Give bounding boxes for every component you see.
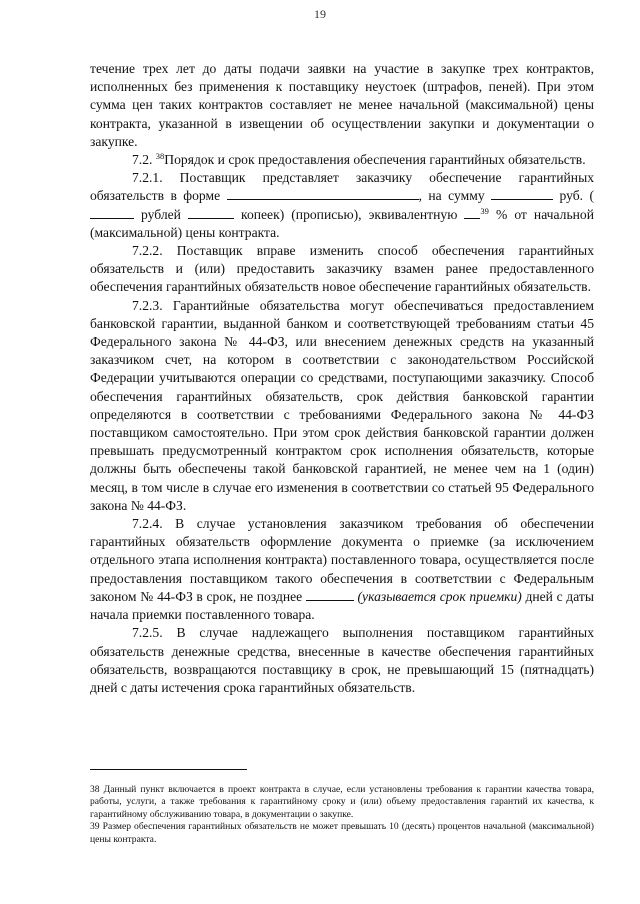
clause-text: , на сумму xyxy=(418,188,492,204)
blank-days-field xyxy=(306,589,354,601)
page-number: 19 xyxy=(314,7,326,21)
clause-heading: Порядок и срок предоставления обеспечения гарантийных обязательств. xyxy=(164,152,586,168)
clause-text: 7.2.4. В случае установления заказчиком требования об обеспечении гарантийных обязательств оформление документа о приемке (за исключением отдельного этапа исполнения контракта) поставленного товара, осуществляется после предоставления поставщиком такого обеспечения в соответствии с Федеральным законом № 44-ФЗ в срок, не позднее xyxy=(90,516,594,604)
blank-kopecks-field xyxy=(188,207,234,219)
clause-text: % от начальной (максимальной) цены контракта. xyxy=(90,206,594,240)
footnote-separator xyxy=(90,769,247,770)
footnotes xyxy=(90,784,594,846)
document-body xyxy=(90,60,594,697)
clause-text: 7.2.1. Поставщик представляет заказчику обеспечение гарантийных обязательств в форме xyxy=(90,170,594,204)
clause-number: 7.2. xyxy=(132,152,156,168)
clause-text: дней с даты начала приемки поставленного товара. xyxy=(90,588,594,623)
footnote-ref-38: 38 xyxy=(155,151,165,162)
blank-rubles-field xyxy=(90,207,134,219)
paragraph-7-2-2: 7.2.2. Поставщик вправе изменить способ обеспечения гарантийных обязательств и (или) предоставить заказчику взамен ранее предоставленного обеспечения гарантийных обязательств новое обеспечение гарантийных обязательств. xyxy=(90,243,594,295)
paragraph-7-2-4 xyxy=(90,515,594,624)
italic-note: (указывается срок приемки) xyxy=(357,588,522,604)
clause-text: рублей xyxy=(134,206,188,222)
footnote-ref-39: 39 xyxy=(480,205,489,216)
paragraph-7-2-3: 7.2.3. Гарантийные обязательства могут обеспечиваться предоставлением банковской гарантии, выданной банком и соответствующей требованиям статьи 45 Федерального закона № 44-ФЗ, или внесением денежных средств на указанный заказчиком счет, на котором в соответствии с законодательством Российской Федерации учитываются операции со средствами, поступающими заказчику. Способ обеспечения гарантийных обязательств, срок действия банковской гарантии определяются в соответствии с требованиями Федерального закона № 44-ФЗ поставщиком самостоятельно. При этом срок действия банковской гарантии должен превышать предусмотренный контрактом срок исполнения обязательств, которые должны быть обеспечены такой банковской гарантией, не менее чем на 1 (один) месяц, в том числе в случае его изменения в соответствии со статьей 95 Федерального закона № 44-ФЗ. xyxy=(90,297,594,513)
clause-text: копеек) (прописью), эквивалентную xyxy=(234,206,465,222)
paragraph-7-2-1 xyxy=(90,169,594,242)
blank-form-field xyxy=(227,188,419,200)
footnote-39: 39 Размер обеспечения гарантийных обязательств не может превышать 10 (десять) процентов начальной (максимальной) цены контракта. xyxy=(90,821,594,845)
paragraph-continuation: течение трех лет до даты подачи заявки на участие в закупке трех контрактов, исполненных без применения к поставщику неустоек (штрафов, пеней). При этом сумма цен таких контрактов составляет не менее начальной (максимальной) цены контракта, указанной в извещении об осуществлении закупки и документации о закупке. xyxy=(90,61,594,149)
blank-percent-field xyxy=(464,207,480,219)
clause-text: руб. ( xyxy=(553,188,594,204)
paragraph-7-2-5: 7.2.5. В случае надлежащего выполнения поставщиком гарантийных обязательств денежные средства, внесенные в качестве обеспечения гарантийных обязательств, возвращаются поставщику в срок, не превышающий 15 (пятнадцать) дней с даты истечения срока гарантийных обязательств. xyxy=(90,625,594,695)
paragraph-7-2 xyxy=(90,151,594,169)
footnote-38: 38 Данный пункт включается в проект контракта в случае, если установлены требования к гарантии качества товара, работы, услуги, а также требования к гарантийному сроку и (или) объему предоставления гарантий их качества, к гарантийному обслуживанию товара, в документации о закупке. xyxy=(90,784,594,820)
blank-sum-field xyxy=(491,188,553,200)
